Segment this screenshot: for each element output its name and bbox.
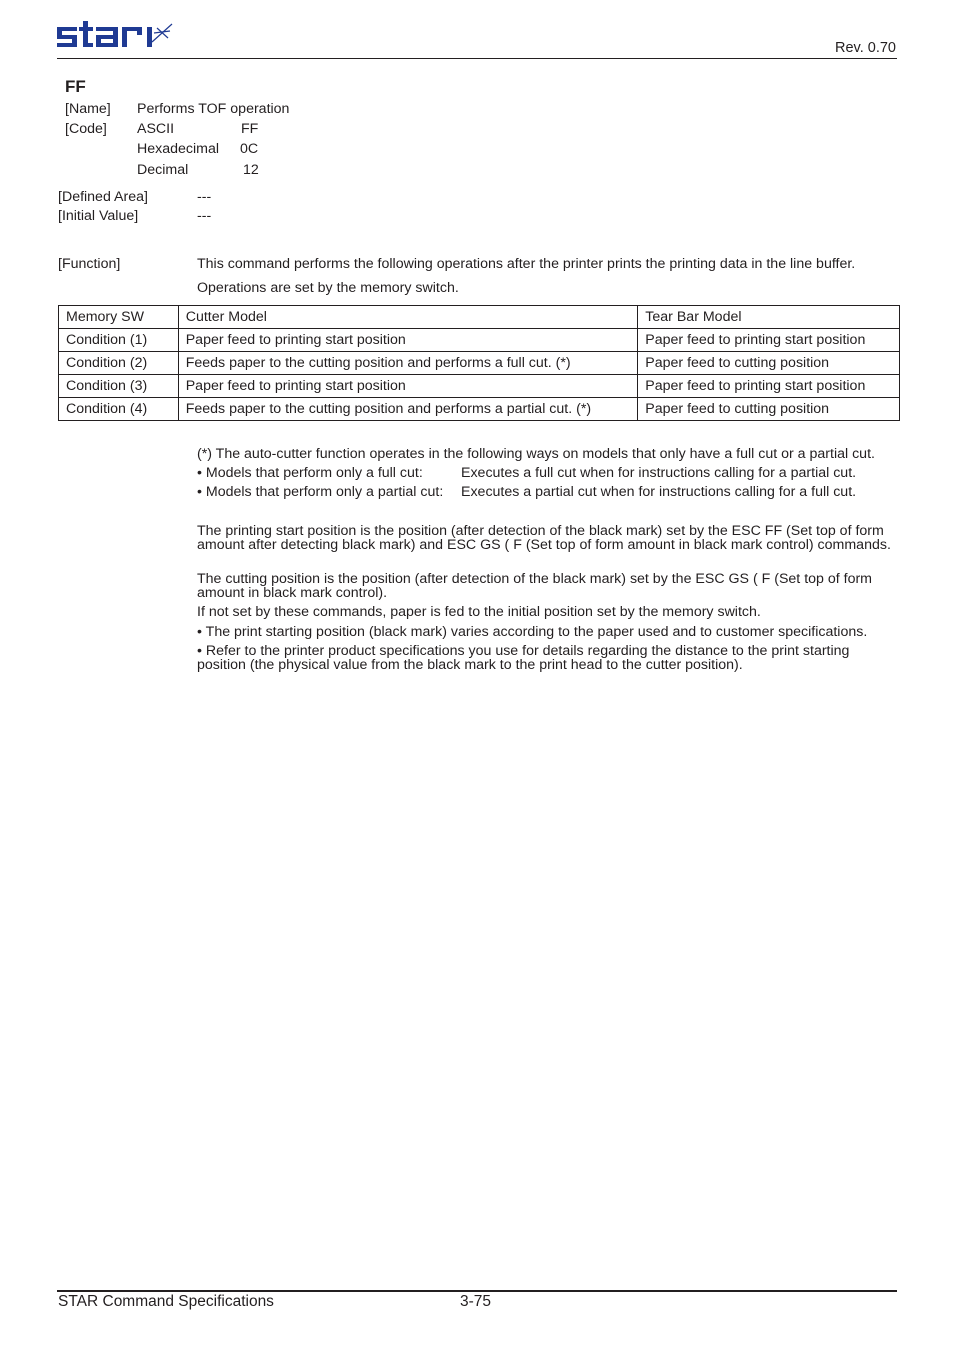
- function-line-2: Operations are set by the memory switch.: [197, 280, 459, 296]
- footer-doc-title: STAR Command Specifications: [58, 1293, 274, 1310]
- table-row: [59, 375, 900, 398]
- star-logo: [56, 18, 176, 54]
- function-label: [Function]: [58, 256, 121, 272]
- paragraph-not-set: If not set by these commands, paper is fed to the initial position set by the memory switch.: [197, 604, 761, 620]
- table-row: [59, 329, 900, 352]
- code-ascii-value: FF: [241, 121, 259, 137]
- name-value: Performs TOF operation: [137, 101, 290, 117]
- paragraph-bullet-refer: • Refer to the printer product specifications you use for details regarding the distance to the print starting position (the physical value from the black mark to the print head to the cutter position).: [197, 643, 850, 673]
- code-hex-label: Hexadecimal: [137, 141, 220, 157]
- code-decimal-value: 12: [243, 162, 259, 178]
- table-cell: Feeds paper to the cutting position and performs a partial cut. (*): [178, 398, 638, 421]
- header-rule: [57, 58, 897, 59]
- table-cell: Feeds paper to the cutting position and performs a full cut. (*): [178, 352, 638, 375]
- footer-rule: [57, 1290, 897, 1292]
- bullet-partial-cut-value: Executes a partial cut when for instructions calling for a full cut.: [461, 484, 857, 500]
- bullet-partial-cut-label: • Models that perform only a partial cut:: [197, 484, 444, 500]
- table-cell: Paper feed to printing start position: [638, 329, 900, 352]
- defined-area-label: [Defined Area]: [58, 189, 148, 205]
- initial-value-label: [Initial Value]: [58, 208, 139, 224]
- paragraph-cutting-position: The cutting position is the position (after detection of the black mark) set by the ESC GS ( F (Set top of form amount in black mark control).: [197, 571, 873, 601]
- bullet-full-cut-value: Executes a full cut when for instructions calling for a partial cut.: [461, 465, 857, 481]
- table-cell: Paper feed to cutting position: [638, 352, 900, 375]
- table-header-cell: Memory SW: [59, 306, 179, 329]
- table-header-cell: Tear Bar Model: [638, 306, 900, 329]
- code-hex-value: 0C: [240, 141, 259, 157]
- name-label: [Name]: [65, 101, 111, 117]
- star-logo-graphic: [56, 18, 176, 54]
- table-header-cell: Cutter Model: [178, 306, 638, 329]
- paragraph-bullet-black-mark: • The print starting position (black mark) varies according to the paper used and to customer specifications.: [197, 624, 868, 640]
- table-cell: Paper feed to printing start position: [638, 375, 900, 398]
- table-cell: Condition (2): [59, 352, 179, 375]
- defined-area-value: ---: [197, 189, 212, 205]
- code-label: [Code]: [65, 121, 107, 137]
- footer-page-number: 3-75: [460, 1293, 492, 1310]
- code-ascii-label: ASCII: [137, 121, 175, 137]
- table-cell: Paper feed to printing start position: [178, 375, 638, 398]
- revision-label: Rev. 0.70: [835, 40, 896, 56]
- table-cell: Paper feed to printing start position: [178, 329, 638, 352]
- asterisk-note: (*) The auto-cutter function operates in the following ways on models that only have a full cut or a partial cut.: [197, 446, 875, 462]
- command-title: FF: [65, 77, 86, 96]
- table-row: [59, 398, 900, 421]
- initial-value-value: ---: [197, 208, 212, 224]
- table-cell: Paper feed to cutting position: [638, 398, 900, 421]
- table-header-row: [59, 306, 900, 329]
- table-cell: Condition (4): [59, 398, 179, 421]
- paragraph-printing-start: The printing start position is the position (after detection of the black mark) set by the ESC FF (Set top of form amount after detecting black mark) and ESC GS ( F (Set top of form amount in black mark control) commands.: [197, 523, 891, 553]
- table-row: [59, 352, 900, 375]
- code-decimal-label: Decimal: [137, 162, 189, 178]
- table-cell: Condition (3): [59, 375, 179, 398]
- memory-switch-table: [58, 305, 900, 421]
- function-line-1: This command performs the following operations after the printer prints the printing data in the line buffer.: [197, 256, 856, 272]
- bullet-full-cut-label: • Models that perform only a full cut:: [197, 465, 423, 481]
- table-cell: Condition (1): [59, 329, 179, 352]
